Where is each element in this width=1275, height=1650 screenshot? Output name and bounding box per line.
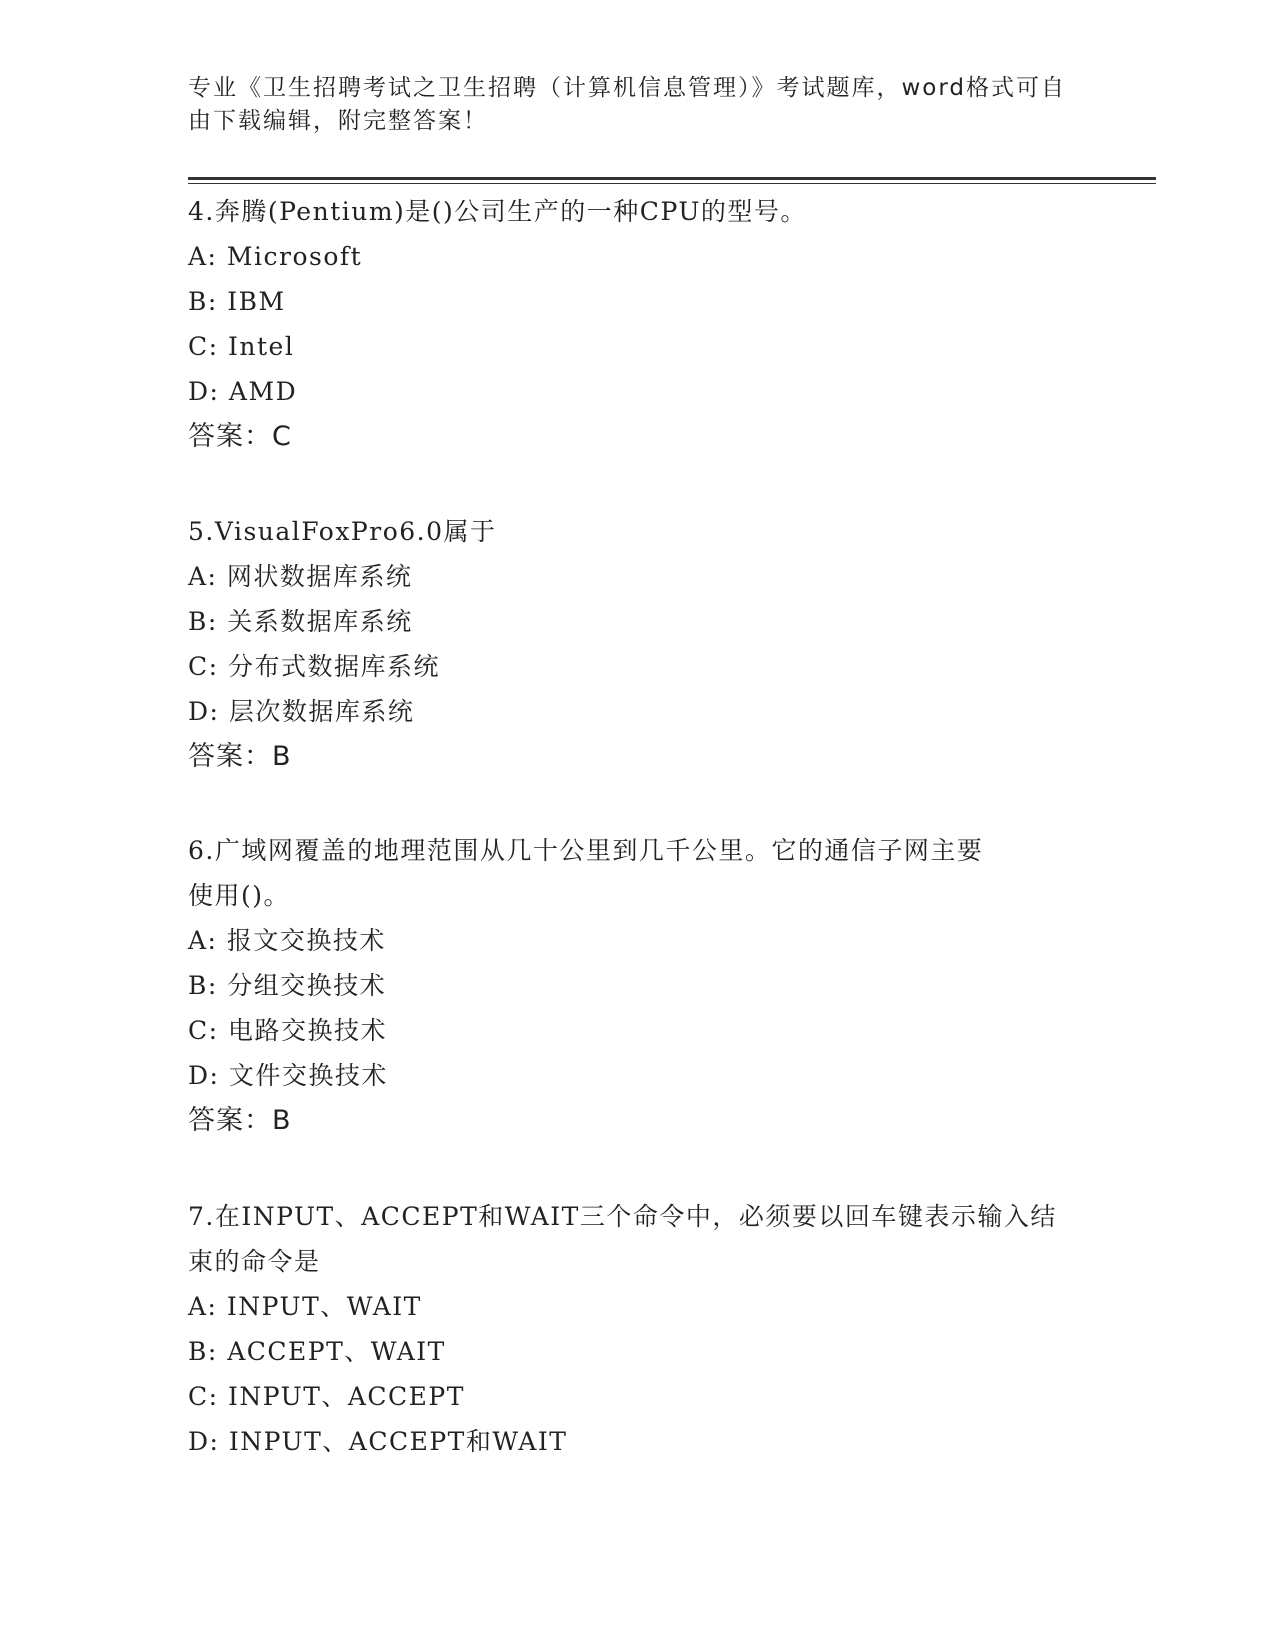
- header-divider-thick: [188, 177, 1156, 180]
- option-a: A: 网状数据库系统: [188, 562, 413, 591]
- question-stem-line-1: 6.广域网覆盖的地理范围从几十公里到几千公里。它的通信子网主要: [188, 836, 984, 865]
- header-divider-thin: [188, 183, 1156, 184]
- option-d: D: INPUT、ACCEPT和WAIT: [188, 1427, 568, 1456]
- question-4: [188, 189, 1088, 460]
- question-stem: 4.奔腾(Pentium)是()公司生产的一种CPU的型号。: [188, 197, 807, 226]
- option-a: A: Microsoft: [188, 242, 363, 271]
- document-header: [188, 72, 1068, 138]
- option-c: C: INPUT、ACCEPT: [188, 1382, 465, 1411]
- option-d: D: AMD: [188, 377, 298, 406]
- question-stem-line-2: 束的命令是: [188, 1247, 321, 1276]
- option-b: B: 关系数据库系统: [188, 607, 413, 636]
- option-d: D: 层次数据库系统: [188, 697, 415, 726]
- header-line-1: 专业《卫生招聘考试之卫生招聘（计算机信息管理）》考试题库，word格式可自: [188, 75, 1067, 101]
- option-d: D: 文件交换技术: [188, 1061, 388, 1090]
- question-7: [188, 1194, 1088, 1464]
- option-c: C: 电路交换技术: [188, 1016, 387, 1045]
- question-stem: 5.VisualFoxPro6.0属于: [188, 517, 497, 546]
- answer: 答案：B: [188, 741, 292, 772]
- answer: 答案：B: [188, 1105, 292, 1136]
- question-6: [188, 828, 1088, 1144]
- option-a: A: INPUT、WAIT: [188, 1292, 422, 1321]
- answer: 答案：C: [188, 421, 292, 452]
- option-a: A: 报文交换技术: [188, 926, 386, 955]
- question-stem-line-1: 7.在INPUT、ACCEPT和WAIT三个命令中，必须要以回车键表示输入结: [188, 1202, 1057, 1231]
- option-b: B: IBM: [188, 287, 286, 316]
- option-c: C: Intel: [188, 332, 295, 361]
- header-line-2: 由下载编辑，附完整答案！: [188, 108, 488, 134]
- question-5: [188, 509, 1088, 780]
- question-stem-line-2: 使用()。: [188, 881, 291, 910]
- option-b: B: ACCEPT、WAIT: [188, 1337, 446, 1366]
- option-c: C: 分布式数据库系统: [188, 652, 440, 681]
- option-b: B: 分组交换技术: [188, 971, 387, 1000]
